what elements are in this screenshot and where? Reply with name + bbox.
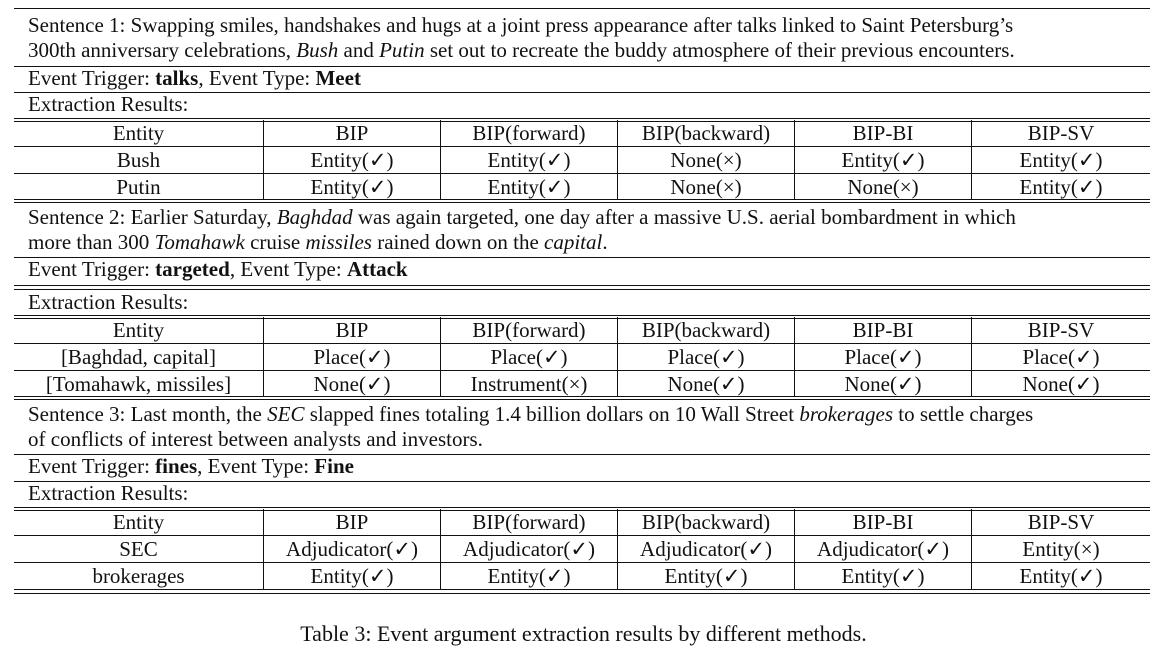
header-cell: BIP-SV — [971, 509, 1150, 535]
table-cell: None(✓) — [794, 371, 971, 397]
table-cell: None(×) — [617, 147, 794, 173]
event-trigger-3: Event Trigger: fines, Event Type: Fine — [28, 454, 354, 478]
header-cell: BIP — [263, 120, 440, 146]
table-cell: None(✓) — [971, 371, 1150, 397]
results-grid-1 — [14, 120, 1150, 200]
table-cell: Entity(✓) — [263, 174, 440, 200]
table-cell: Bush — [116, 148, 161, 172]
header-cell: BIP-SV — [971, 120, 1150, 146]
table-cell: None(×) — [617, 174, 794, 200]
table-cell: Entity(×) — [971, 536, 1150, 562]
event-trigger-1: Event Trigger: talks, Event Type: Meet — [28, 66, 361, 90]
header-cell: BIP-BI — [794, 120, 971, 146]
rule — [14, 399, 1150, 400]
table-cell: Adjudicator(✓) — [794, 536, 971, 562]
table-cell: SEC — [119, 537, 158, 561]
rule — [14, 202, 1150, 203]
table-cell: [Baghdad, capital] — [60, 345, 217, 369]
table-cell: Place(✓) — [971, 344, 1150, 370]
sentence-3: Sentence 3: Last month, the SEC slapped fines totaling 1.4 billion dollars on 10 Wall Street brokerages to settle charges of conflicts of interest between analysts and investors. — [28, 402, 1034, 451]
table-cell: Entity(✓) — [971, 174, 1150, 200]
table-cell: Entity(✓) — [440, 174, 617, 200]
table-cell: Place(✓) — [440, 344, 617, 370]
rule — [14, 396, 1150, 397]
extraction-label-2: Extraction Results: — [28, 290, 189, 314]
table-cell: Entity(✓) — [971, 147, 1150, 173]
table-cell: Entity(✓) — [440, 147, 617, 173]
table-cell: Entity(✓) — [971, 563, 1150, 589]
rule — [14, 118, 1150, 119]
sentence-1: Sentence 1: Swapping smiles, handshakes and hugs at a joint press appearance after talks linked to Saint Petersburg’s 300th anniversary celebrations, Bush and Putin set out to recreate the buddy atmosphere of their previous encounters. — [28, 13, 1015, 62]
header-cell: Entity — [112, 121, 165, 145]
table-top-rule — [14, 8, 1150, 9]
header-cell: BIP — [263, 509, 440, 535]
sentence-2: Sentence 2: Earlier Saturday, Baghdad was again targeted, one day after a massive U.S. aerial bombardment in which more than 300 Tomahawk cruise missiles rained down on the capital. — [28, 205, 1016, 254]
table-cell: Adjudicator(✓) — [263, 536, 440, 562]
table-cell: Place(✓) — [617, 344, 794, 370]
table-bottom-rule — [14, 593, 1150, 594]
table-cell: Entity(✓) — [617, 563, 794, 589]
table-cell: Entity(✓) — [263, 147, 440, 173]
results-grid-2 — [14, 317, 1150, 397]
table-cell: Entity(✓) — [440, 563, 617, 589]
table-cell: Adjudicator(✓) — [617, 536, 794, 562]
rule — [14, 199, 1150, 200]
extraction-label-1: Extraction Results: — [28, 92, 189, 116]
table-cell: None(✓) — [263, 371, 440, 397]
table-bottom-rule — [14, 589, 1150, 590]
results-grid-3 — [14, 509, 1150, 589]
header-cell: Entity — [112, 510, 165, 534]
event-trigger-2: Event Trigger: targeted, Event Type: Attack — [28, 257, 408, 281]
table-cell: [Tomahawk, missiles] — [45, 372, 232, 396]
header-cell: BIP-SV — [971, 317, 1150, 343]
table-cell: Place(✓) — [794, 344, 971, 370]
header-cell: BIP(backward) — [617, 317, 794, 343]
table-cell: None(✓) — [617, 371, 794, 397]
rule — [14, 285, 1150, 286]
table-caption: Table 3: Event argument extraction results by different methods. — [300, 621, 867, 646]
table-cell: Place(✓) — [263, 344, 440, 370]
header-cell: BIP(backward) — [617, 509, 794, 535]
header-cell: BIP — [263, 317, 440, 343]
table-cell: Putin — [116, 175, 161, 199]
table-cell: Entity(✓) — [794, 147, 971, 173]
rule — [14, 507, 1150, 508]
header-cell: BIP(backward) — [617, 120, 794, 146]
extraction-label-3: Extraction Results: — [28, 481, 189, 505]
header-cell: BIP(forward) — [440, 509, 617, 535]
rule — [14, 315, 1150, 316]
header-cell: BIP-BI — [794, 317, 971, 343]
table-cell: brokerages — [92, 564, 185, 588]
header-cell: BIP-BI — [794, 509, 971, 535]
header-cell: Entity — [112, 318, 165, 342]
table-cell: Entity(✓) — [794, 563, 971, 589]
table-cell: Adjudicator(✓) — [440, 536, 617, 562]
table-cell: Instrument(×) — [440, 371, 617, 397]
header-cell: BIP(forward) — [440, 120, 617, 146]
table-cell: None(×) — [794, 174, 971, 200]
table-cell: Entity(✓) — [263, 563, 440, 589]
header-cell: BIP(forward) — [440, 317, 617, 343]
